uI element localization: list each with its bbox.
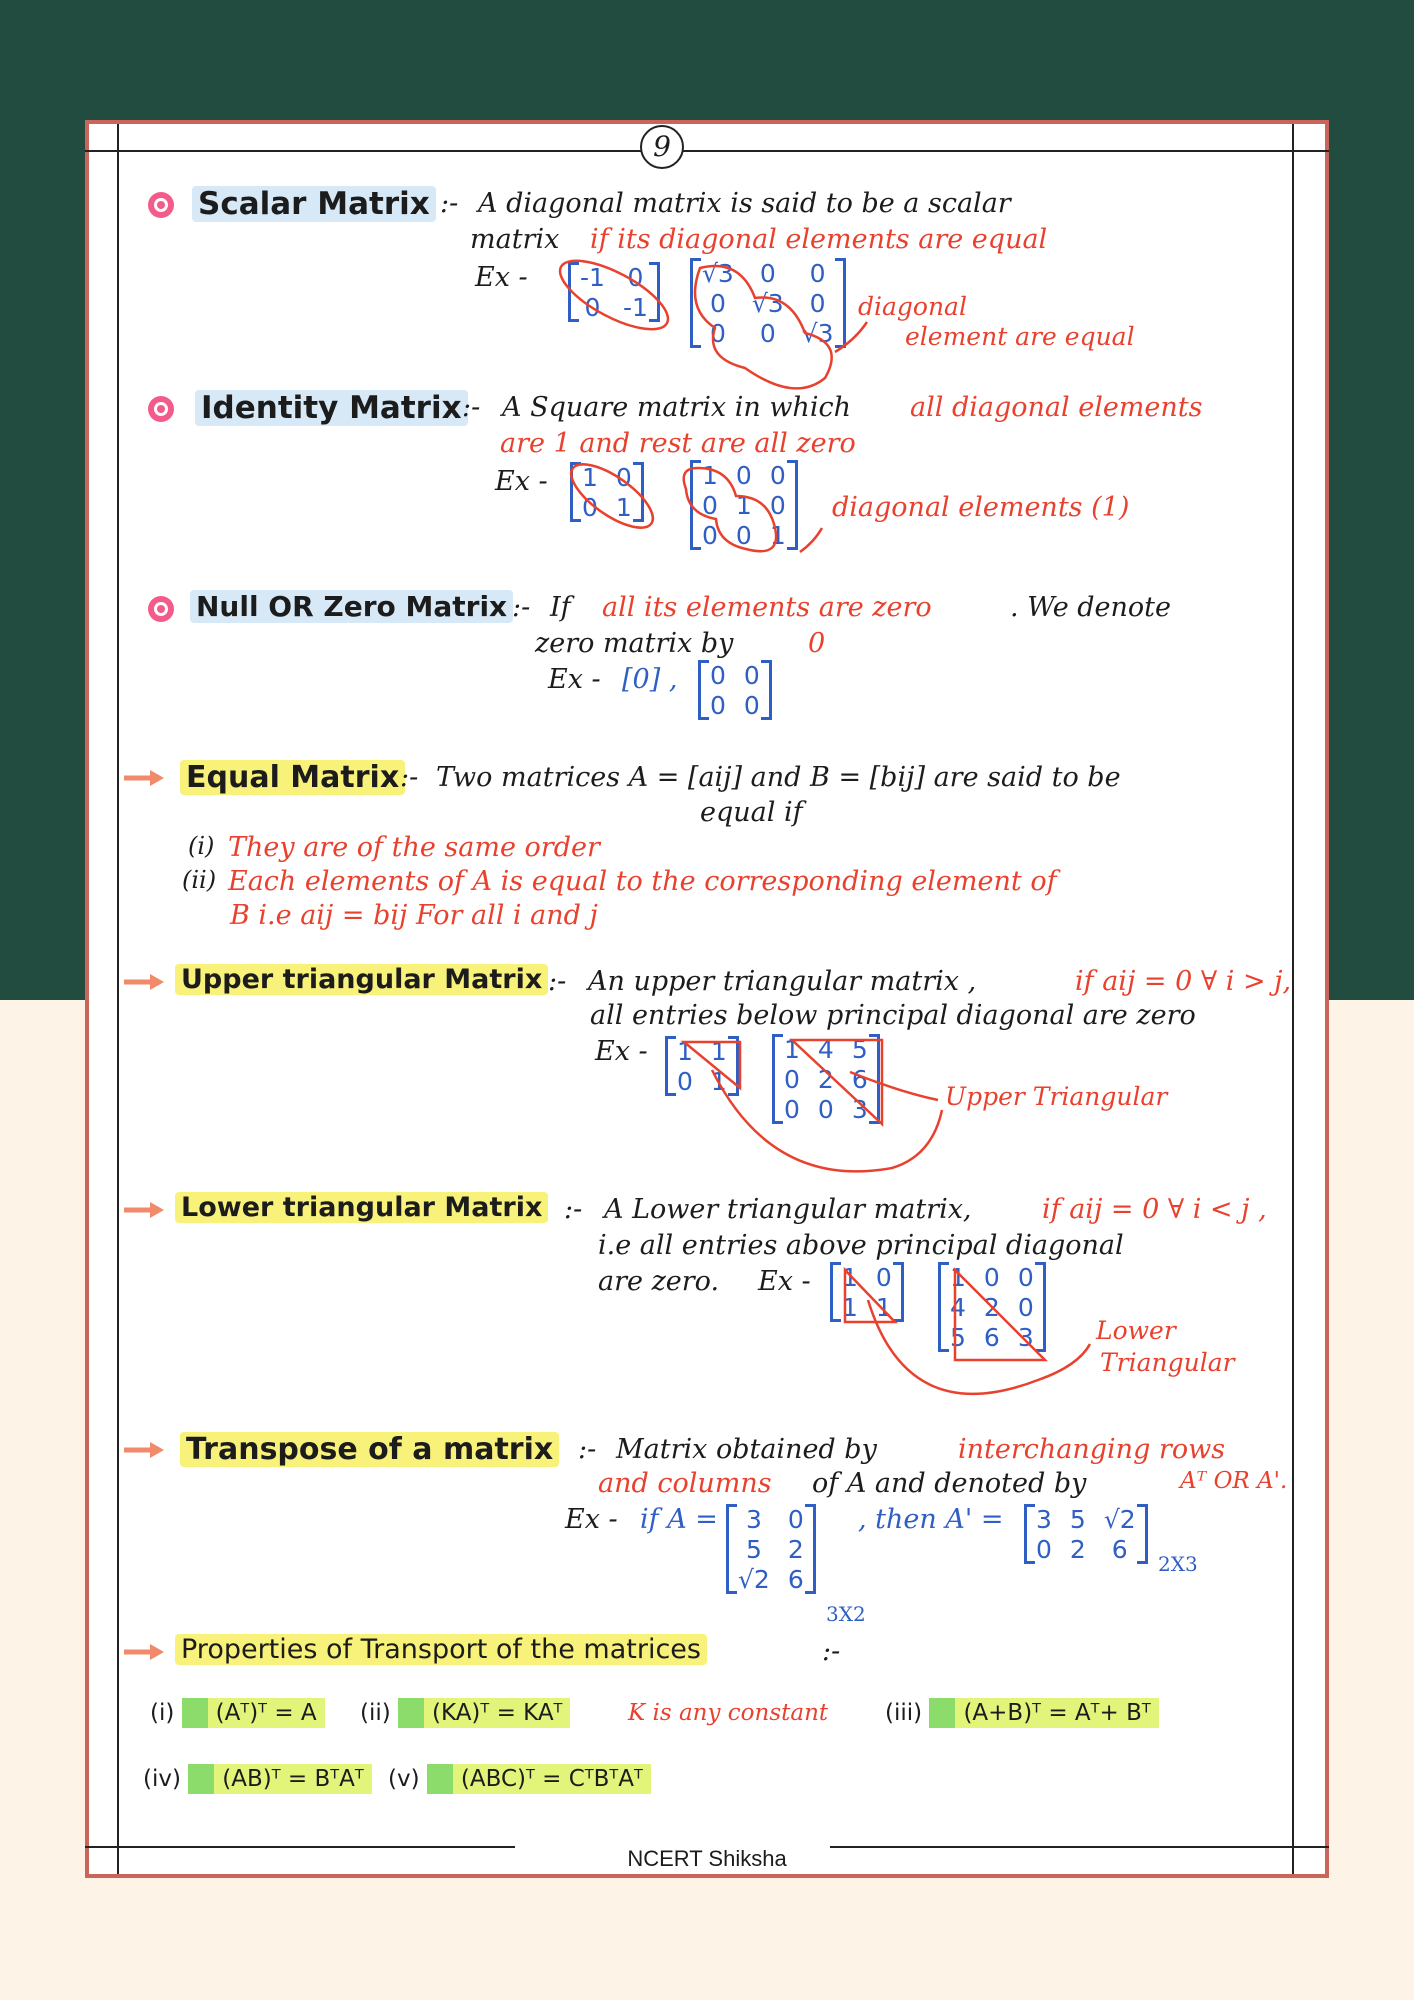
transpose-def2: of A and denoted by — [812, 1468, 1087, 1499]
frame-line-left — [117, 124, 119, 1874]
null-ex-label: Ex - — [548, 664, 601, 695]
equal-c1: They are of the same order — [228, 832, 600, 863]
upper-heading: Upper triangular Matrix — [175, 964, 548, 995]
property-2-note: K is any constant — [628, 1700, 829, 1726]
equal-heading: Equal Matrix — [180, 760, 405, 795]
upper-sep: :- — [548, 966, 567, 997]
transpose-def-red3: Aᵀ OR A'. — [1180, 1468, 1288, 1494]
transpose-sep: :- — [578, 1434, 597, 1465]
null-def3: zero matrix by — [535, 628, 734, 659]
transpose-if-a: if A = — [640, 1504, 718, 1535]
null-def2: . We denote — [1010, 592, 1172, 623]
transpose-def1: Matrix obtained by — [616, 1434, 877, 1465]
upper-matrix-1: 1 1 0 1 — [665, 1036, 739, 1096]
lower-def3: are zero. — [598, 1266, 720, 1297]
lower-note1: Lower — [1096, 1316, 1176, 1345]
equal-c3: B i.e aij = bij For all i and j — [230, 900, 598, 931]
scalar-matrix-2: √3 0 0 0 √3 0 0 0 √3 — [690, 258, 846, 348]
scalar-ex-label: Ex - — [475, 262, 528, 293]
lower-def-red: if aij = 0 ∀ i < j , — [1042, 1194, 1267, 1225]
identity-sep: :- — [462, 392, 481, 423]
transpose-at-order: 2X3 — [1158, 1552, 1198, 1576]
equal-def1: Two matrices A = [aij] and B = [bij] are said to be — [436, 762, 1121, 793]
transpose-heading: Transpose of a matrix — [180, 1432, 559, 1467]
transpose-matrix-a: 3 0 5 2 √2 6 — [726, 1504, 816, 1594]
upper-note: Upper Triangular — [945, 1082, 1168, 1111]
lower-note2: Triangular — [1100, 1348, 1235, 1377]
footer-brand: NCERT Shiksha — [627, 1846, 787, 1871]
null-def-red2: 0 — [808, 628, 826, 659]
identity-def-red: all diagonal elements — [910, 392, 1203, 423]
properties-sep: :- — [822, 1636, 841, 1667]
scalar-heading: Scalar Matrix — [192, 186, 436, 222]
scalar-sep: :- — [440, 188, 459, 219]
equal-sep: :- — [400, 762, 419, 793]
scalar-note2: element are equal — [905, 322, 1135, 351]
flower-icon — [146, 394, 176, 424]
transpose-then: , then A' = — [858, 1504, 1004, 1535]
null-matrix: 0 0 0 0 — [698, 660, 772, 720]
lower-sep: :- — [564, 1194, 583, 1225]
property-4: (iv) (AB)ᵀ = BᵀAᵀ — [143, 1766, 372, 1792]
notes-page — [85, 120, 1329, 1878]
lower-heading: Lower triangular Matrix — [175, 1192, 548, 1223]
identity-def: A Square matrix in which — [502, 392, 851, 423]
identity-matrix-2: 1 0 0 0 1 0 0 0 1 — [690, 460, 798, 550]
transpose-def-red2: and columns — [598, 1468, 772, 1499]
upper-def2: all entries below principal diagonal are zero — [590, 1000, 1196, 1031]
equal-c2: Each elements of A is equal to the corresponding element of — [228, 866, 1057, 897]
scalar-def-red: if its diagonal elements are equal — [590, 224, 1048, 255]
lower-matrix-1: 1 0 1 1 — [830, 1262, 904, 1322]
flower-icon — [146, 594, 176, 624]
upper-def1: An upper triangular matrix , — [588, 966, 977, 997]
arrow-icon — [122, 1200, 166, 1220]
scalar-note1: diagonal — [858, 292, 967, 321]
scalar-def2: matrix — [470, 224, 560, 255]
property-3: (iii) (A+B)ᵀ = Aᵀ+ Bᵀ — [885, 1700, 1159, 1726]
equal-c2-num: (ii) — [182, 866, 217, 894]
page-number: 9 — [640, 125, 684, 169]
upper-matrix-2: 1 4 5 0 2 6 0 0 3 — [772, 1034, 880, 1124]
equal-c1-num: (i) — [188, 832, 215, 860]
lower-matrix-2: 1 0 0 4 2 0 5 6 3 — [938, 1262, 1046, 1352]
null-def: If — [550, 592, 571, 623]
null-def-red: all its elements are zero — [602, 592, 932, 623]
frame-line-top — [85, 150, 1329, 152]
frame-line-right — [1292, 124, 1294, 1874]
upper-def-red: if aij = 0 ∀ i > j, — [1075, 966, 1292, 997]
property-5: (v) (ABC)ᵀ = CᵀBᵀAᵀ — [388, 1766, 651, 1792]
arrow-icon — [122, 768, 166, 788]
lower-def2: i.e all entries above principal diagonal — [598, 1230, 1124, 1261]
identity-matrix-1: 1 0 0 1 — [570, 462, 644, 522]
scalar-def: A diagonal matrix is said to be a scalar — [478, 188, 1011, 219]
property-1: (i) (Aᵀ)ᵀ = A — [150, 1700, 325, 1726]
scalar-matrix-1: -1 0 0 -1 — [568, 262, 660, 322]
transpose-ex-label: Ex - — [565, 1504, 618, 1535]
identity-note: diagonal elements (1) — [832, 492, 1130, 523]
properties-heading: Properties of Transport of the matrices — [175, 1634, 707, 1665]
arrow-icon — [122, 972, 166, 992]
null-heading: Null OR Zero Matrix — [190, 590, 513, 623]
identity-ex-label: Ex - — [495, 466, 548, 497]
equal-def2: equal if — [700, 797, 803, 828]
transpose-def-red1: interchanging rows — [958, 1434, 1226, 1465]
arrow-icon — [122, 1440, 166, 1460]
flower-icon — [146, 190, 176, 220]
identity-heading: Identity Matrix — [195, 390, 468, 426]
upper-ex-label: Ex - — [595, 1036, 648, 1067]
arrow-icon — [122, 1642, 166, 1662]
identity-def-red2: are 1 and rest are all zero — [500, 428, 856, 459]
null-sep: :- — [512, 592, 531, 623]
transpose-matrix-at: 3 5 √2 0 2 6 — [1024, 1504, 1148, 1564]
property-2: (ii) (KA)ᵀ = KAᵀ — [360, 1700, 570, 1726]
null-ex-single: [0] , — [622, 664, 678, 695]
transpose-a-order: 3X2 — [826, 1602, 866, 1626]
lower-ex-label: Ex - — [758, 1266, 811, 1297]
lower-def1: A Lower triangular matrix, — [604, 1194, 972, 1225]
